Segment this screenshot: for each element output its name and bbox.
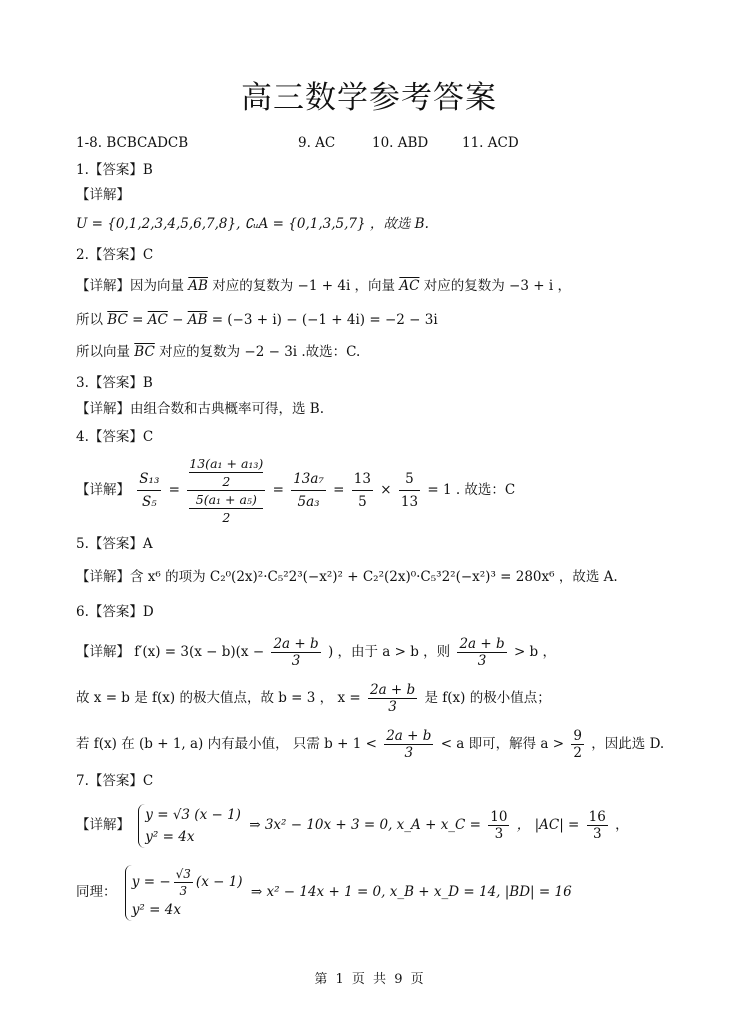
answer-key-1-8: 1-8. BCBCADCB	[76, 135, 189, 151]
q6-line-1	[76, 632, 556, 672]
q4-compound-den	[187, 491, 265, 526]
q4-header: 4.【答案】C	[76, 429, 154, 445]
q6-text: 是 f(x) 的极小值点；	[424, 690, 551, 706]
q7-sqrt3: √3	[175, 866, 191, 881]
q2-text: −	[172, 312, 184, 328]
q2-text: 所以	[76, 312, 103, 328]
page-title: 高三数学参考答案	[241, 80, 497, 116]
answer-key-row	[76, 134, 676, 152]
q7-sys1-eq2: y² = 4x	[145, 828, 195, 845]
q7-header: 7.【答案】C	[76, 773, 154, 789]
q2-text: 【详解】因为向量	[76, 278, 184, 294]
vector-bc: $\overline{BC}$	[107, 312, 128, 328]
q7-label-2: 同理：	[76, 884, 117, 900]
vector-bc: $\overline{BC}$	[134, 344, 155, 360]
q6-frac-den: 3	[477, 653, 487, 669]
q7-system-2	[125, 865, 243, 921]
q2-text: 对应的复数为 −2 − 3i .故选：C.	[159, 344, 361, 360]
vector-ab: $\overline{AB}$	[188, 278, 208, 294]
q7-line-1	[76, 800, 629, 850]
q7-sys2-post: (x − 1)	[195, 873, 243, 890]
q6-fraction-2a-b-3	[384, 728, 433, 761]
q4-f3-num: 13	[352, 468, 373, 491]
q7-fraction-sqrt3-3	[174, 866, 193, 899]
q4-den-top: 5(a₁ + a₅)	[189, 491, 263, 509]
q7-label: 【详解】	[76, 817, 130, 833]
q6-text: < a 即可，解得 a >	[440, 736, 565, 752]
q6-frac-num: 2a + b	[369, 682, 416, 698]
q7-fraction-16-3	[587, 809, 608, 842]
q6-text: > b ，	[513, 644, 556, 660]
q4-f4-den: 13	[400, 494, 419, 510]
q7-line-2	[76, 862, 572, 922]
q1-header: 1.【答案】B	[76, 162, 153, 178]
q7-sys2-pre: y = −	[131, 873, 171, 890]
q3-header: 3.【答案】B	[76, 375, 153, 391]
q7-ten: 10	[490, 809, 508, 825]
q6-frac-den: 3	[404, 745, 414, 761]
q6-line-3	[76, 724, 664, 764]
q4-s13: S₁₃	[137, 468, 161, 491]
q6-two: 2	[573, 745, 582, 761]
vector-ac: $\overline{AC}$	[399, 278, 420, 294]
q7-ac-length: ， |AC| =	[516, 817, 580, 833]
answer-key-9: 9. AC	[298, 135, 336, 151]
q2-text: 对应的复数为 −3 + i ，	[423, 278, 571, 294]
q4-tail: = 1 . 故选：C	[427, 482, 516, 498]
q6-text: ，因此选 D.	[591, 736, 665, 752]
q6-fraction-2a-b-3	[457, 636, 506, 669]
q7-result-1: ⇒ 3x² − 10x + 3 = 0, x_A + x_C =	[249, 817, 481, 833]
q4-label: 【详解】	[76, 482, 130, 498]
q4-f4-num: 5	[399, 468, 420, 491]
q1-detail-label: 【详解】	[76, 187, 130, 203]
q6-text: 故 x = b 是 f(x) 的极大值点，故 b = 3 ， x =	[76, 690, 361, 706]
q2-text: =	[132, 312, 144, 328]
page-footer: 第 1 页 共 9 页	[314, 972, 424, 987]
q6-text: 若 f(x) 在 (b + 1, a) 内有最小值， 只需 b + 1 <	[76, 736, 377, 752]
q7-system-1	[138, 804, 241, 848]
q7-comma: ，	[615, 817, 629, 833]
q4-num-bot: 2	[222, 474, 231, 489]
q6-fraction-2a-b-3	[271, 636, 320, 669]
q6-text: 【详解】 f′(x) = 3(x − b)(x −	[76, 644, 265, 660]
q6-frac-den: 3	[291, 653, 301, 669]
vector-ab: $\overline{AB}$	[187, 312, 208, 328]
q2-line-2	[76, 311, 438, 329]
q7-fraction-10-3	[488, 809, 509, 842]
q7-result-2: ⇒ x² − 14x + 1 = 0, x_B + x_D = 14, |BD| = 16	[250, 884, 572, 900]
q2-line-3	[76, 343, 360, 361]
q4-f3-den: 5	[358, 494, 367, 510]
q6-text: ) ，由于 a > b ，则	[327, 644, 451, 660]
q6-nine: 9	[573, 728, 582, 744]
q4-fraction-a7-a3	[291, 468, 326, 513]
answer-key-11: 11. ACD	[462, 135, 519, 151]
q7-sixteen: 16	[588, 809, 606, 825]
q4-s5: S₅	[142, 494, 157, 510]
q1-solution: U = {0,1,2,3,4,5,6,7,8}, ∁ᵤA = {0,1,3,5,7} ，故选 B.	[76, 216, 429, 232]
q7-sys2-eq1	[132, 865, 243, 899]
q6-frac-num: 2a + b	[459, 636, 505, 652]
answer-key-10: 10. ABD	[372, 135, 429, 151]
q6-frac-den: 3	[388, 699, 397, 715]
q6-line-2	[76, 678, 551, 718]
q6-frac-num: 2a + b	[273, 636, 319, 652]
q7-three: 3	[592, 826, 602, 842]
q2-text: 对应的复数为 −1 + 4i ，向量	[212, 278, 396, 294]
q4-f2-num: 13a₇	[291, 468, 326, 491]
q4-fraction-5-13	[399, 468, 420, 513]
q6-fraction-9-2	[571, 728, 584, 761]
q3-solution: 【详解】由组合数和古典概率可得，选 B.	[76, 401, 325, 417]
q7-three: 3	[179, 883, 188, 898]
vector-ac: $\overline{AC}$	[147, 312, 168, 328]
q7-three: 3	[494, 826, 504, 842]
q4-compound-num	[187, 455, 265, 491]
q2-text: 所以向量	[76, 344, 130, 360]
q4-num-top: 13(a₁ + a₁₃)	[189, 456, 264, 471]
q4-solution: 【详解】 $\frac{\text{S₁₃}}{\text{S₅}}$ = 13(a₁ + a₁₃) 2 5(a₁ + a₅) 2 = $\frac{\text{13a₇}}{\text{5a₃}}$ = $\frac{13}{5}$ × $\frac{5}{13}$ = 1 . 故选：C	[76, 456, 516, 525]
q2-header: 2.【答案】C	[76, 247, 154, 263]
q7-sys2-eq2: y² = 4x	[131, 901, 181, 918]
q4-den-bot: 2	[222, 510, 231, 525]
q6-frac-num: 2a + b	[386, 728, 432, 744]
q5-solution: 【详解】含 x⁶ 的项为 C₂⁰(2x)²·C₅²2³(−x²)² + C₂²(2x)⁰·C₅³2²(−x²)³ = 280x⁶ ，故选 A.	[76, 569, 618, 585]
q2-line-1	[76, 277, 571, 295]
q4-fraction-13-5	[352, 468, 373, 513]
q5-header: 5.【答案】A	[76, 536, 153, 552]
q7-sys1-eq1: y = √3 (x − 1)	[145, 806, 241, 823]
q2-text: = (−3 + i) − (−1 + 4i) = −2 − 3i	[211, 312, 438, 328]
q4-compound-fraction	[187, 455, 265, 526]
q4-fraction-s13-s5	[137, 468, 161, 513]
q4-f2-den: 5a₃	[297, 494, 320, 510]
q6-fraction-2a-b-3	[368, 682, 417, 715]
q6-header: 6.【答案】D	[76, 604, 154, 620]
